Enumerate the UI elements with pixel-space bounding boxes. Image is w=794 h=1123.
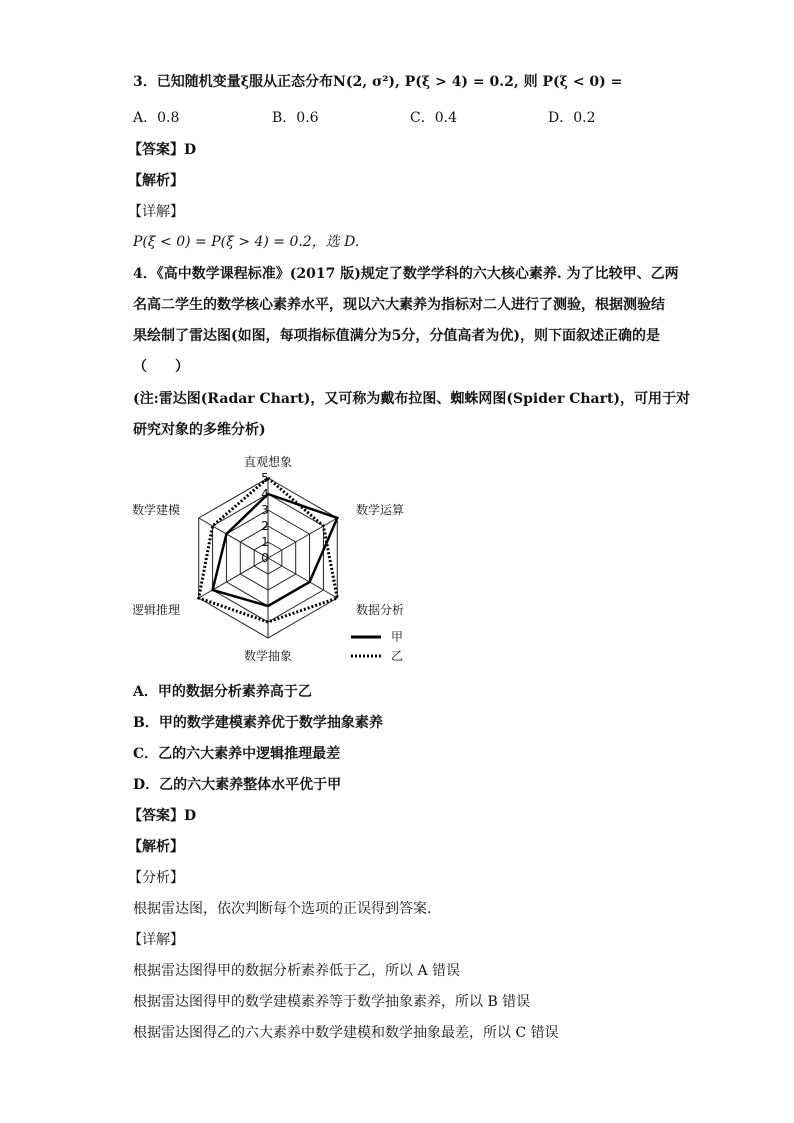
radar-series-jia xyxy=(213,494,338,606)
radar-chart xyxy=(133,448,423,673)
radar-axis-label: 数学抽象 xyxy=(243,649,293,663)
q4-note-line-2: 研究对象的多维分析) xyxy=(133,422,266,438)
q4-option-b: B．甲的数学建模素养优于数学抽象素养 xyxy=(133,715,383,731)
q4-fenxi-label: 【分析】 xyxy=(128,870,184,886)
q3-option-d: D．0.2 xyxy=(548,110,596,126)
q4-analysis-label: 【解析】 xyxy=(128,839,184,855)
radar-spoke xyxy=(199,518,268,558)
radar-spoke xyxy=(199,558,268,598)
q4-answer: 【答案】D xyxy=(128,808,197,824)
q3-detail-text: P(ξ < 0) = P(ξ > 4) = 0.2，选 D. xyxy=(133,234,360,250)
q4-stem-line-2: 名高二学生的数学核心素养水平，现以六大素养为指标对二人进行了测验，根据测验结 xyxy=(133,297,665,313)
radar-spoke xyxy=(268,558,337,598)
radar-axis-label: 直观想象 xyxy=(243,455,293,469)
q3-answer: 【答案】D xyxy=(128,142,197,158)
radar-axis-label: 逻辑推理 xyxy=(133,603,180,617)
q4-option-d: D．乙的六大素养整体水平优于甲 xyxy=(133,777,342,793)
legend-label: 甲 xyxy=(391,630,404,644)
q3-stem: 3．已知随机变量ξ服从正态分布N(2, σ²), P(ξ > 4) = 0.2, 则 P(ξ < 0) = xyxy=(133,74,623,90)
radar-tick-label: 0 xyxy=(261,551,269,565)
q3-detail-label: 【详解】 xyxy=(128,204,184,220)
radar-tick-label: 5 xyxy=(261,471,269,485)
legend-label: 乙 xyxy=(391,649,404,663)
radar-chart-svg xyxy=(133,448,423,673)
radar-tick-label: 3 xyxy=(261,503,269,517)
q4-fenxi-text: 根据雷达图，依次判断每个选项的正误得到答案. xyxy=(133,901,432,917)
radar-axis-label: 数学建模 xyxy=(133,503,180,517)
q4-option-a: A．甲的数据分析素养高于乙 xyxy=(133,684,312,700)
radar-tick-label: 2 xyxy=(261,519,269,533)
radar-axis-label: 数据分析 xyxy=(356,603,405,617)
q4-detail-label: 【详解】 xyxy=(128,932,184,948)
q3-option-b: B．0.6 xyxy=(272,110,319,126)
radar-tick-label: 1 xyxy=(261,535,269,549)
q4-stem-line-4: （ ） xyxy=(133,359,189,375)
q4-option-c: C．乙的六大素养中逻辑推理最差 xyxy=(133,746,341,762)
q4-stem-line-3: 果绘制了雷达图(如图，每项指标值满分为5分，分值高者为优)，则下面叙述正确的是 xyxy=(133,328,660,344)
q4-detail-line-3: 根据雷达图得乙的六大素养中数学建模和数学抽象最差，所以 C 错误 xyxy=(133,1025,559,1041)
q3-analysis-label: 【解析】 xyxy=(128,173,184,189)
radar-tick-label: 4 xyxy=(261,487,269,501)
q4-stem-line-1: 4．《高中数学课程标准》(2017 版)规定了数学学科的六大核心素养. 为了比较甲、乙两 xyxy=(133,266,679,282)
q4-detail-line-1: 根据雷达图得甲的数据分析素养低于乙，所以 A 错误 xyxy=(133,963,461,979)
q4-detail-line-2: 根据雷达图得甲的数学建模素养等于数学抽象素养，所以 B 错误 xyxy=(133,994,531,1010)
q3-option-c: C．0.4 xyxy=(410,110,457,126)
q4-note-line-1: (注:雷达图(Radar Chart)，又可称为戴布拉图、蜘蛛网图(Spider Chart)，可用于对 xyxy=(133,391,691,407)
radar-axis-label: 数学运算 xyxy=(356,503,405,517)
q3-option-a: A．0.8 xyxy=(133,110,180,126)
